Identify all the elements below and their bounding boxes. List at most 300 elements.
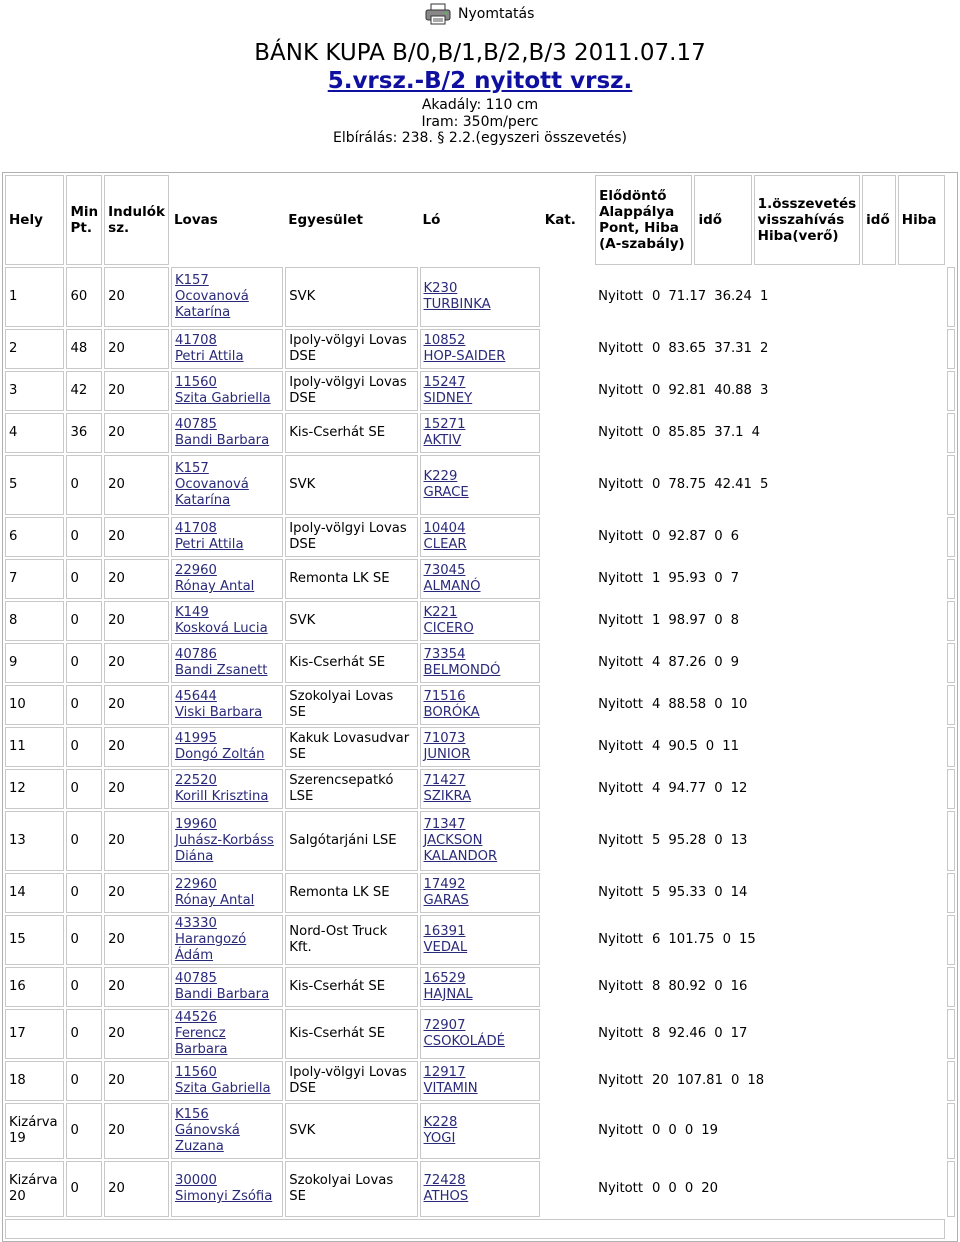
horse-name-link[interactable]: AKTIV xyxy=(423,433,462,448)
print-label: Nyomtatás xyxy=(458,6,535,22)
category-text: Nyitott xyxy=(598,529,644,544)
horse-name-link[interactable]: GRACE xyxy=(423,485,469,500)
horse-id-link[interactable]: 73354 xyxy=(423,647,466,662)
horse-id-link[interactable]: K228 xyxy=(423,1115,458,1130)
table-row xyxy=(5,455,955,515)
time-text: 87.26 xyxy=(668,655,707,670)
club-cell: Salgótarjáni LSE xyxy=(285,811,417,871)
time-text: 0 xyxy=(668,1181,677,1196)
horse-cell xyxy=(420,455,540,515)
hely-cell: 12 xyxy=(5,769,64,809)
empty-cell xyxy=(898,915,945,965)
points-text: 4 xyxy=(652,739,661,754)
horse-id-link[interactable]: 17492 xyxy=(423,877,466,892)
rider-cell xyxy=(171,329,283,369)
category-text: Nyitott xyxy=(598,1073,644,1088)
points-text: 0 xyxy=(652,341,661,356)
points-text: 0 xyxy=(652,477,661,492)
horse-id-link[interactable]: 16391 xyxy=(423,924,466,939)
rider-id-link[interactable]: K157 xyxy=(174,273,209,288)
table-row xyxy=(5,1009,955,1059)
empty-cell xyxy=(898,601,945,641)
results-table xyxy=(2,172,958,1242)
hiba-cell xyxy=(947,329,955,369)
table-row xyxy=(5,967,955,1007)
rank-text: 19 xyxy=(701,1123,718,1138)
horse-name-link[interactable]: VEDAL xyxy=(423,940,468,955)
hely-cell: 4 xyxy=(5,413,64,453)
hely-cell: 11 xyxy=(5,727,64,767)
empty-cell xyxy=(898,769,945,809)
horse-id-link[interactable]: 12917 xyxy=(423,1065,466,1080)
rider-cell xyxy=(171,643,283,683)
club-cell: SVK xyxy=(285,455,417,515)
rider-id-link[interactable]: 30000 xyxy=(174,1173,217,1188)
indulok-cell: 20 xyxy=(104,727,169,767)
horse-name-link[interactable]: GARAS xyxy=(423,893,469,908)
empty-cell xyxy=(898,1061,945,1101)
rider-cell xyxy=(171,1061,283,1101)
table-row xyxy=(5,769,955,809)
points-text: 20 xyxy=(652,1073,669,1088)
horse-id-link[interactable]: 15247 xyxy=(423,375,466,390)
rank-text: 20 xyxy=(701,1181,718,1196)
hely-cell: 9 xyxy=(5,643,64,683)
hiba-cell xyxy=(947,915,955,965)
rider-id-link[interactable]: 41708 xyxy=(174,521,217,536)
horse-cell xyxy=(420,967,540,1007)
indulok-cell: 20 xyxy=(104,643,169,683)
min-pt-cell: 0 xyxy=(66,873,102,913)
rider-id-link[interactable]: 22520 xyxy=(174,773,217,788)
category-text: Nyitott xyxy=(598,979,644,994)
horse-id-link[interactable]: 15271 xyxy=(423,417,466,432)
rider-id-link[interactable]: 45644 xyxy=(174,689,217,704)
points-text: 5 xyxy=(652,833,661,848)
kat-spacer-cell xyxy=(542,967,593,1007)
hiba-cell xyxy=(947,811,955,871)
category-text: Nyitott xyxy=(598,1026,644,1041)
rider-cell xyxy=(171,769,283,809)
rider-cell xyxy=(171,455,283,515)
col-egyesulet: Egyesület xyxy=(288,212,364,228)
rank-text: 11 xyxy=(722,739,739,754)
category-text: Nyitott xyxy=(598,477,644,492)
empty-cell xyxy=(898,455,945,515)
table-footer-cell xyxy=(5,1219,945,1239)
hely-cell: 1 xyxy=(5,267,64,327)
obstacle-height: Akadály: 110 cm xyxy=(421,97,539,113)
club-cell: Kakuk Lovasudvar SE xyxy=(285,727,417,767)
time-text: 95.33 xyxy=(668,885,707,900)
col-lovas: Lovas xyxy=(173,212,218,228)
horse-name-link[interactable]: HOP-SAIDER xyxy=(423,349,506,364)
kat-spacer-cell xyxy=(542,1009,593,1059)
rider-name-link[interactable]: Simonyi Zsófia xyxy=(174,1189,273,1204)
rank-text: 1 xyxy=(759,289,769,304)
rider-name-link[interactable]: Bandi Barbara xyxy=(174,987,270,1002)
category-text: Nyitott xyxy=(598,341,644,356)
horse-cell xyxy=(420,413,540,453)
horse-name-link[interactable]: CSOKOLÁDÉ xyxy=(423,1034,505,1049)
horse-name-link[interactable]: CLEAR xyxy=(423,537,467,552)
hiba-cell xyxy=(947,413,955,453)
points-text: 8 xyxy=(652,1026,661,1041)
horse-name-link[interactable]: JACKSON KALANDOR xyxy=(423,833,498,864)
club-cell: Kis-Cserhát SE xyxy=(285,1009,417,1059)
rank-text: 10 xyxy=(730,697,748,712)
kat-spacer-cell xyxy=(542,559,593,599)
rider-id-link[interactable]: 22960 xyxy=(174,877,217,892)
horse-id-link[interactable]: 10852 xyxy=(423,333,466,348)
hiba-cell xyxy=(947,727,955,767)
printer-icon xyxy=(424,3,452,25)
jumpoff-time-text: 0 xyxy=(714,529,723,544)
category-text: Nyitott xyxy=(598,885,644,900)
horse-id-link[interactable]: 72428 xyxy=(423,1173,466,1188)
horse-name-link[interactable]: VITAMIN xyxy=(423,1081,478,1096)
rank-text: 5 xyxy=(759,477,769,492)
horse-cell xyxy=(420,1161,540,1217)
indulok-cell: 20 xyxy=(104,967,169,1007)
table-row xyxy=(5,329,955,369)
table-row xyxy=(5,371,955,411)
jumpoff-time-text: 0 xyxy=(714,781,723,796)
table-footer-row xyxy=(5,1219,955,1239)
pace-text: Iram: 350m/perc xyxy=(421,114,539,130)
rank-text: 14 xyxy=(730,885,748,900)
col-osszevetes: 1.összevetés visszahívás Hiba(verő) xyxy=(754,175,860,265)
hiba-cell xyxy=(947,267,955,327)
indulok-cell: 20 xyxy=(104,769,169,809)
table-row xyxy=(5,267,955,327)
horse-name-link[interactable]: SZIKRA xyxy=(423,789,472,804)
min-pt-cell: 36 xyxy=(66,413,102,453)
table-row xyxy=(5,413,955,453)
min-pt-cell: 60 xyxy=(66,267,102,327)
kat-spacer-cell xyxy=(542,1161,593,1217)
rider-id-link[interactable]: 44526 xyxy=(174,1010,217,1025)
rider-name-link[interactable]: Juhász-Korbáss Diána xyxy=(174,833,274,864)
result-values xyxy=(595,915,896,965)
time-text: 92.46 xyxy=(668,1026,707,1041)
rank-text: 3 xyxy=(759,383,769,398)
jumpoff-time-text: 37.31 xyxy=(714,341,752,356)
horse-id-link[interactable]: 73045 xyxy=(423,563,466,578)
rank-text: 7 xyxy=(730,571,739,586)
time-text: 83.65 xyxy=(668,341,707,356)
indulok-cell: 20 xyxy=(104,517,169,557)
horse-name-link[interactable]: BORÓKA xyxy=(423,705,480,720)
time-text: 80.92 xyxy=(668,979,707,994)
jumpoff-time-text: 40.88 xyxy=(714,383,752,398)
empty-cell xyxy=(898,1161,945,1217)
rider-name-link[interactable]: Petri Attila xyxy=(174,349,244,364)
club-cell: Szokolyai Lovas SE xyxy=(285,1161,417,1217)
jumpoff-time-text: 0 xyxy=(714,833,723,848)
club-cell: Szokolyai Lovas SE xyxy=(285,685,417,725)
min-pt-cell: 0 xyxy=(66,727,102,767)
min-pt-cell: 0 xyxy=(66,967,102,1007)
min-pt-cell: 0 xyxy=(66,1009,102,1059)
kat-spacer-cell xyxy=(542,811,593,871)
rider-name-link[interactable]: Szita Gabriella xyxy=(174,1081,271,1096)
time-text: 88.58 xyxy=(668,697,707,712)
empty-cell xyxy=(898,413,945,453)
col-kat: Kat. xyxy=(544,212,576,228)
rider-name-link[interactable]: Ferencz Barbara xyxy=(174,1026,228,1057)
points-text: 4 xyxy=(652,697,661,712)
points-text: 0 xyxy=(652,1181,661,1196)
category-text: Nyitott xyxy=(598,289,644,304)
time-text: 94.77 xyxy=(668,781,707,796)
table-row xyxy=(5,1061,955,1101)
points-text: 0 xyxy=(652,529,661,544)
empty-cell xyxy=(898,517,945,557)
horse-name-link[interactable]: ATHOS xyxy=(423,1189,469,1204)
jumpoff-time-text: 0 xyxy=(684,1123,694,1138)
min-pt-cell: 0 xyxy=(66,811,102,871)
rider-id-link[interactable]: 22960 xyxy=(174,563,217,578)
points-text: 0 xyxy=(652,425,661,440)
result-values xyxy=(595,1103,896,1159)
hiba-cell xyxy=(947,1103,955,1159)
horse-id-link[interactable]: 71516 xyxy=(423,689,466,704)
kat-spacer-cell xyxy=(542,727,593,767)
rider-name-link[interactable]: Rónay Antal xyxy=(174,579,255,594)
kat-spacer-cell xyxy=(542,413,593,453)
rider-id-link[interactable]: 19960 xyxy=(174,817,217,832)
col-elodonto: Elődöntő Alappálya Pont, Hiba (A-szabály) xyxy=(595,175,692,265)
hely-cell: 14 xyxy=(5,873,64,913)
horse-cell xyxy=(420,915,540,965)
horse-cell xyxy=(420,371,540,411)
table-row xyxy=(5,811,955,871)
club-cell: Szerencsepatkó LSE xyxy=(285,769,417,809)
rider-name-link[interactable]: Bandi Zsanett xyxy=(174,663,268,678)
club-cell: SVK xyxy=(285,267,417,327)
points-text: 8 xyxy=(652,979,661,994)
table-row xyxy=(5,915,955,965)
rider-name-link[interactable]: Rónay Antal xyxy=(174,893,255,908)
points-text: 5 xyxy=(652,885,661,900)
horse-name-link[interactable]: CICERO xyxy=(423,621,474,636)
time-text: 0 xyxy=(668,1123,677,1138)
horse-name-link[interactable]: SIDNEY xyxy=(423,391,473,406)
category-text: Nyitott xyxy=(598,697,644,712)
time-text: 101.75 xyxy=(668,932,715,947)
table-row xyxy=(5,1161,955,1217)
rider-id-link[interactable]: K157 xyxy=(174,461,209,476)
table-row xyxy=(5,873,955,913)
table-row xyxy=(5,1103,955,1159)
club-cell: SVK xyxy=(285,1103,417,1159)
rider-name-link[interactable]: Szita Gabriella xyxy=(174,391,271,406)
rider-cell xyxy=(171,517,283,557)
kat-spacer-cell xyxy=(542,769,593,809)
rider-id-link[interactable]: 40785 xyxy=(174,417,217,432)
col-indulok: Indulók sz. xyxy=(104,175,169,265)
rider-name-link[interactable]: Dongó Zoltán xyxy=(174,747,265,762)
empty-cell xyxy=(898,685,945,725)
indulok-cell: 20 xyxy=(104,601,169,641)
hiba-cell xyxy=(947,967,955,1007)
min-pt-cell: 0 xyxy=(66,1161,102,1217)
hiba-cell xyxy=(947,371,955,411)
min-pt-cell: 0 xyxy=(66,601,102,641)
rider-cell xyxy=(171,967,283,1007)
horse-name-link[interactable]: HAJNAL xyxy=(423,987,473,1002)
result-values xyxy=(595,643,896,683)
table-row xyxy=(5,517,955,557)
jumpoff-time-text: 0 xyxy=(714,979,723,994)
rank-text: 17 xyxy=(730,1026,748,1041)
result-values xyxy=(595,1009,896,1059)
time-text: 107.81 xyxy=(676,1073,723,1088)
rider-name-link[interactable]: Korill Krisztina xyxy=(174,789,269,804)
horse-id-link[interactable]: 72907 xyxy=(423,1018,466,1033)
min-pt-cell: 0 xyxy=(66,1061,102,1101)
jumpoff-time-text: 0 xyxy=(714,571,723,586)
rider-id-link[interactable]: 11560 xyxy=(174,1065,217,1080)
club-cell: Nord-Ost Truck Kft. xyxy=(285,915,417,965)
time-text: 78.75 xyxy=(668,477,707,492)
rider-name-link[interactable]: Harangozó Ádám xyxy=(174,932,247,963)
rider-id-link[interactable]: 41995 xyxy=(174,731,217,746)
category-text: Nyitott xyxy=(598,833,644,848)
points-text: 4 xyxy=(652,655,661,670)
category-text: Nyitott xyxy=(598,932,644,947)
horse-name-link[interactable]: YOGI xyxy=(423,1131,456,1146)
horse-name-link[interactable]: ALMANÓ xyxy=(423,579,481,594)
hiba-cell xyxy=(947,769,955,809)
indulok-cell: 20 xyxy=(104,413,169,453)
min-pt-cell: 0 xyxy=(66,517,102,557)
jumpoff-time-text: 42.41 xyxy=(714,477,752,492)
horse-id-link[interactable]: 10404 xyxy=(423,521,466,536)
result-values xyxy=(595,517,896,557)
jumpoff-time-text: 0 xyxy=(722,932,731,947)
rider-id-link[interactable]: 40786 xyxy=(174,647,217,662)
rank-text: 13 xyxy=(730,833,748,848)
empty-cell xyxy=(898,727,945,767)
rider-id-link[interactable]: K149 xyxy=(174,605,209,620)
time-text: 95.93 xyxy=(668,571,707,586)
horse-name-link[interactable]: TURBINKA xyxy=(423,297,491,312)
hely-cell: 18 xyxy=(5,1061,64,1101)
rider-name-link[interactable]: Petri Attila xyxy=(174,537,244,552)
kat-spacer-cell xyxy=(542,1061,593,1101)
rider-id-link[interactable]: 40785 xyxy=(174,971,217,986)
min-pt-cell: 0 xyxy=(66,915,102,965)
col-ido1: idő xyxy=(694,175,751,265)
result-values xyxy=(595,455,896,515)
hely-cell: 6 xyxy=(5,517,64,557)
rider-id-link[interactable]: K156 xyxy=(174,1107,209,1122)
rider-name-link[interactable]: Bandi Barbara xyxy=(174,433,270,448)
hiba-cell xyxy=(947,517,955,557)
rider-name-link[interactable]: Gánovská Zuzana xyxy=(174,1123,240,1154)
time-text: 92.87 xyxy=(668,529,707,544)
table-row xyxy=(5,643,955,683)
jumpoff-time-text: 0 xyxy=(684,1181,694,1196)
horse-id-link[interactable]: 71347 xyxy=(423,817,466,832)
kat-spacer-cell xyxy=(542,873,593,913)
empty-cell xyxy=(898,559,945,599)
table-row xyxy=(5,727,955,767)
rider-cell xyxy=(171,915,283,965)
indulok-cell: 20 xyxy=(104,1009,169,1059)
club-cell: Kis-Cserhát SE xyxy=(285,967,417,1007)
horse-id-link[interactable]: 71073 xyxy=(423,731,466,746)
horse-id-link[interactable]: 71427 xyxy=(423,773,466,788)
horse-name-link[interactable]: JUNIOR xyxy=(423,747,471,762)
points-text: 6 xyxy=(652,932,661,947)
indulok-cell: 20 xyxy=(104,1103,169,1159)
horse-cell xyxy=(420,685,540,725)
points-text: 0 xyxy=(652,1123,661,1138)
rider-name-link[interactable]: Viski Barbara xyxy=(174,705,263,720)
table-header-row xyxy=(5,175,955,265)
rider-name-link[interactable]: Ocovanová Katarína xyxy=(174,289,249,320)
col-min-pt: Min Pt. xyxy=(66,175,102,265)
kat-spacer-cell xyxy=(542,517,593,557)
round-link[interactable]: 5.vrsz.-B/2 nyitott vrsz. xyxy=(327,68,633,94)
empty-cell xyxy=(898,643,945,683)
empty-cell xyxy=(898,1009,945,1059)
empty-cell xyxy=(898,811,945,871)
horse-id-link[interactable]: 16529 xyxy=(423,971,466,986)
rank-text: 16 xyxy=(730,979,748,994)
horse-name-link[interactable]: BELMONDÓ xyxy=(423,663,501,678)
empty-cell xyxy=(898,873,945,913)
category-text: Nyitott xyxy=(598,613,644,628)
empty-cell xyxy=(898,371,945,411)
rider-id-link[interactable]: 41708 xyxy=(174,333,217,348)
indulok-cell: 20 xyxy=(104,1061,169,1101)
horse-id-link[interactable]: K230 xyxy=(423,281,458,296)
rank-text: 8 xyxy=(730,613,739,628)
rider-cell xyxy=(171,873,283,913)
rider-id-link[interactable]: 43330 xyxy=(174,916,217,931)
hely-cell: 17 xyxy=(5,1009,64,1059)
club-cell: Remonta LK SE xyxy=(285,559,417,599)
kat-spacer-cell xyxy=(542,371,593,411)
rider-name-link[interactable]: Ocovanová Katarína xyxy=(174,477,249,508)
rider-cell xyxy=(171,1103,283,1159)
hely-cell: Kizárva 19 xyxy=(5,1103,64,1159)
hely-cell: 10 xyxy=(5,685,64,725)
rider-name-link[interactable]: Kosková Lucia xyxy=(174,621,268,636)
points-text: 4 xyxy=(652,781,661,796)
category-text: Nyitott xyxy=(598,781,644,796)
category-text: Nyitott xyxy=(598,739,644,754)
horse-id-link[interactable]: K221 xyxy=(423,605,458,620)
indulok-cell: 20 xyxy=(104,455,169,515)
points-text: 0 xyxy=(652,383,661,398)
empty-cell xyxy=(898,1103,945,1159)
rider-cell xyxy=(171,727,283,767)
horse-id-link[interactable]: K229 xyxy=(423,469,458,484)
rider-id-link[interactable]: 11560 xyxy=(174,375,217,390)
time-text: 98.97 xyxy=(668,613,707,628)
rider-cell xyxy=(171,685,283,725)
print-button[interactable] xyxy=(424,2,534,26)
horse-cell xyxy=(420,811,540,871)
result-values xyxy=(595,1061,896,1101)
category-text: Nyitott xyxy=(598,1123,644,1138)
time-text: 92.81 xyxy=(668,383,707,398)
